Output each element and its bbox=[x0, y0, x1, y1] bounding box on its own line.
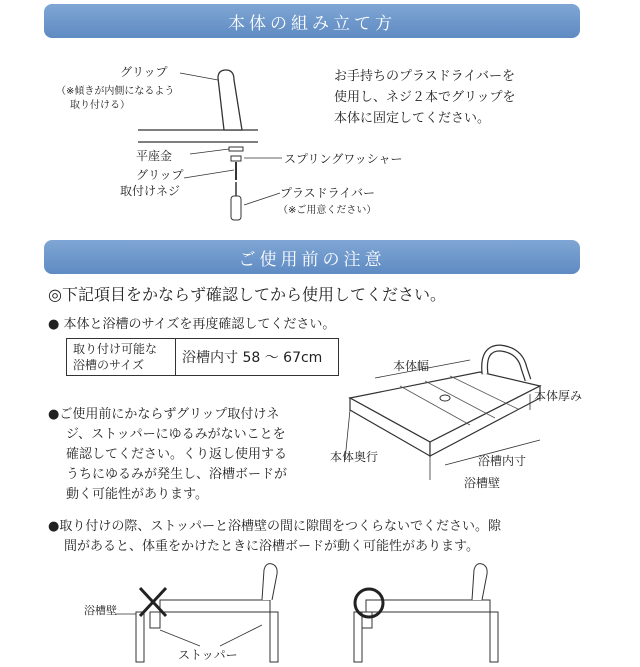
table-value: 浴槽内寸 58 〜 67cm bbox=[176, 339, 339, 376]
width-label: 本体幅 bbox=[393, 359, 430, 373]
bullet-line: ●取り付けの際、ストッパーと浴槽壁の間に隙間をつくらないでください。隙 bbox=[48, 519, 501, 534]
grip-label: グリップ bbox=[120, 65, 168, 79]
table-key-line: 取り付け可能な bbox=[73, 342, 158, 356]
spring-washer-label: スプリングワッシャー bbox=[284, 152, 403, 166]
precautions-banner: ご使用前の注意 bbox=[44, 240, 580, 274]
driver-note: （※ご用意ください） bbox=[278, 205, 377, 216]
bath-wall-label: 浴槽壁 bbox=[464, 476, 501, 490]
instruction-line: 使用し、ネジ２本でグリップを bbox=[334, 90, 516, 105]
bullet-line: ジ、ストッパーにゆるみがないことを bbox=[66, 427, 286, 442]
bullet-size-check: ● 本体と浴槽のサイズを再度確認してください。 bbox=[48, 317, 336, 332]
driver-label: プラスドライバー bbox=[280, 186, 376, 200]
table-key-line: 浴槽のサイズ bbox=[73, 358, 145, 372]
depth-label: 本体奥行 bbox=[330, 450, 379, 464]
bullet-line: ●ご使用前にかならずグリップ取付けネ bbox=[48, 407, 280, 422]
stopper-label: ストッパー bbox=[178, 648, 238, 662]
bullet-line: うちにゆるみが発生し、浴槽ボードが bbox=[66, 467, 288, 482]
grip-note-2: 取り付ける） bbox=[70, 100, 130, 111]
inner-size-label: 浴槽内寸 bbox=[478, 454, 527, 468]
instruction-line: 本体に固定してください。 bbox=[334, 111, 491, 126]
grip-screw-label-2: 取付けネジ bbox=[120, 184, 181, 198]
thickness-label: 本体厚み bbox=[534, 389, 583, 403]
grip-screw-label-1: グリップ bbox=[136, 168, 184, 182]
bullet-line: 確認してください。くり返し使用する bbox=[66, 447, 288, 462]
bullet-line: 動く可能性があります。 bbox=[66, 487, 208, 502]
grip-note-1: （※傾きが内側になるよう bbox=[56, 86, 175, 97]
bullet-line: 間があると、体重をかけたときに浴槽ボードが動く可能性があります。 bbox=[64, 539, 479, 554]
precautions-heading: ◎下記項目をかならず確認してから使用してください。 bbox=[48, 285, 446, 304]
flat-washer-label: 平座金 bbox=[136, 149, 173, 163]
instruction-line: お手持ちのプラスドライバーを bbox=[334, 69, 515, 84]
bottom-wall-label: 浴槽壁 bbox=[84, 604, 117, 617]
assembly-banner: 本体の組み立て方 bbox=[44, 4, 580, 38]
